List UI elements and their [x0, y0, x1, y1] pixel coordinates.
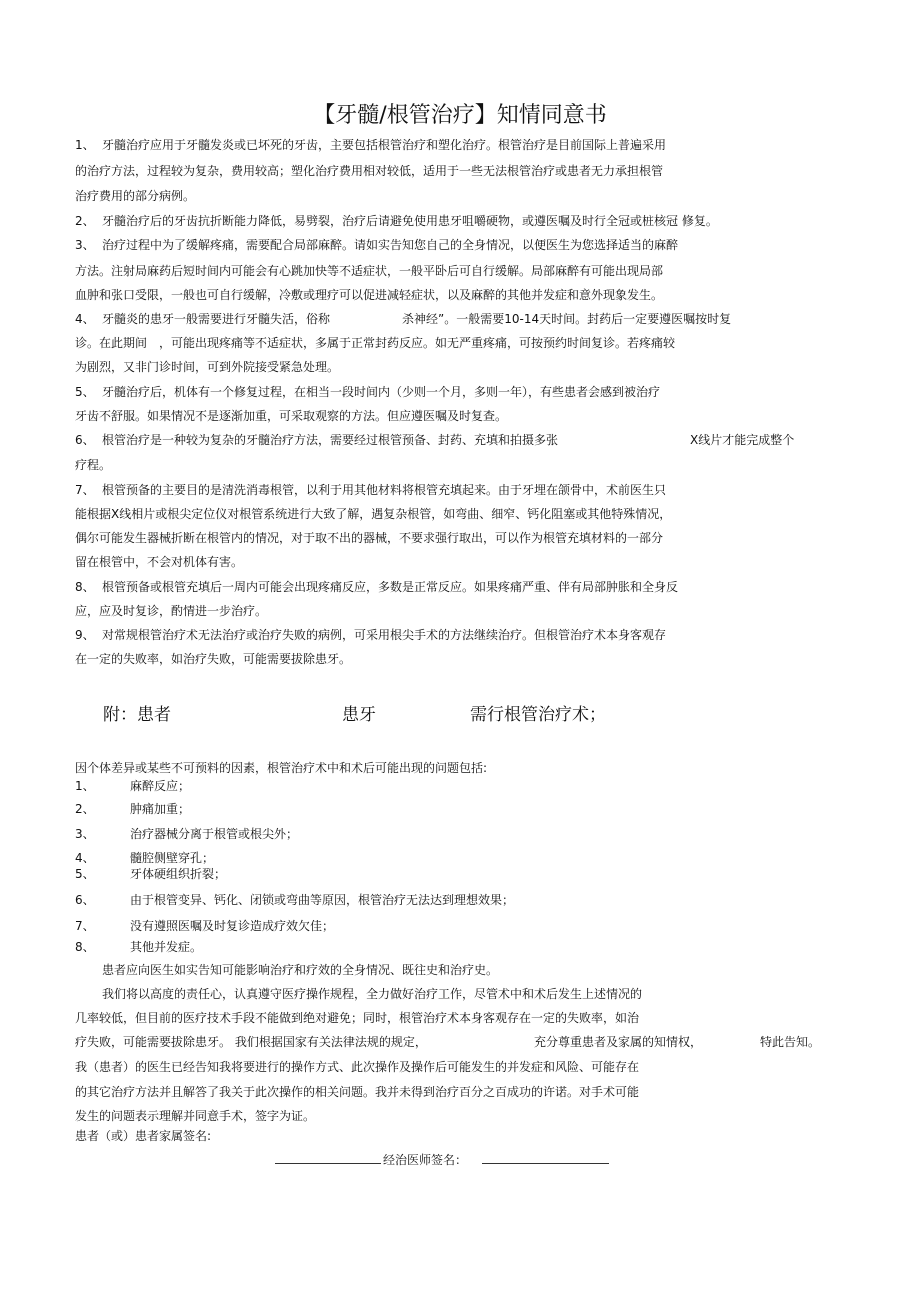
item-9-line-1: 对常规根管治疗术无法治疗或治疗失败的病例，可采用根尖手术的方法继续治疗。但根管治疗术本身客观存 — [102, 628, 667, 642]
item-5-line-1: 牙髓治疗后，机体有一个修复过程，在相当一段时间内（少则一个月，多则一年），有些患者会感到被治疗 — [102, 385, 661, 399]
item-8-number: 8、 — [75, 580, 95, 594]
item-7-line-3: 偶尔可能发生器械折断在根管内的情况，对于取不出的器械，不要求强行取出，可以作为根管充填材料的一部分 — [75, 531, 664, 545]
item-7-line-1: 根管预备的主要目的是清洗消毒根管，以利于用其他材料将根管充填起来。由于牙埋在颌骨中，术前医生只 — [102, 483, 667, 497]
item-6-line-1b: X线片才能完成整个 — [690, 433, 795, 447]
risk-7-text: 没有遵照医嘱及时复诊造成疗效欠佳； — [130, 919, 335, 933]
item-8-line-1: 根管预备或根管充填后一周内可能会出现疼痛反应，多数是正常反应。如果疼痛严重、伴有局部肿胀和全身反 — [102, 580, 679, 594]
patient-signature-label: 患者（或）患者家属签名: — [75, 1129, 212, 1143]
risk-6-number: 6、 — [75, 893, 95, 907]
item-6-line-1a: 根管治疗是一种较为复杂的牙髓治疗方法，需要经过根管预备、封药、充填和拍摄多张 — [102, 433, 559, 447]
closing-paragraph-3-line-3: 发生的问题表示理解并同意手术，签字为证。 — [75, 1109, 316, 1123]
doctor-signature-label: 经治医师签名： — [383, 1153, 468, 1167]
item-4-line-1a: 牙髓炎的患牙一般需要进行牙髓失活，俗称 — [102, 312, 331, 326]
appendix-tooth-label: 患牙 — [342, 705, 376, 725]
closing-paragraph-2-line-3c: 特此告知。 — [760, 1035, 821, 1049]
closing-paragraph-3-line-1: 我（患者）的医生已经告知我将要进行的操作方式、此次操作及操作后可能发生的并发症和风险、可能存在 — [75, 1060, 640, 1074]
item-7-line-4: 留在根管中，不会对机体有害。 — [75, 555, 244, 569]
risk-6-text: 由于根管变异、钙化、闭锁或弯曲等原因，根管治疗无法达到理想效果； — [130, 893, 515, 907]
item-3-line-1: 治疗过程中为了缓解疼痛，需要配合局部麻醉。请如实告知您自己的全身情况，以便医生为您选择适当的麻醉 — [102, 238, 679, 252]
risk-2-number: 2、 — [75, 802, 95, 816]
item-4-number: 4、 — [75, 312, 95, 326]
closing-paragraph-3-line-2: 的其它治疗方法并且解答了我关于此次操作的相关问题。我并未得到治疗百分之百成功的许诺。对手术可能 — [75, 1085, 640, 1099]
risk-5-text: 牙体硬组织折裂； — [130, 867, 227, 881]
appendix-patient-label: 附：患者 — [103, 705, 171, 725]
risk-8-number: 8、 — [75, 940, 95, 954]
risk-intro: 因个体差异或某些不可预料的因素，根管治疗术中和术后可能出现的问题包括: — [75, 761, 488, 775]
item-3-number: 3、 — [75, 238, 95, 252]
closing-paragraph-2-line-3a: 疗失败，可能需要拔除患牙。 我们根据国家有关法律法规的规定， — [75, 1035, 427, 1049]
item-6-line-2: 疗程。 — [75, 458, 112, 472]
item-4-line-2-rest: ，可能出现疼痛等不适症状，多属于正常封药反应。如无严重疼痛，可按预约时间复诊。若疼痛较 — [159, 336, 676, 350]
item-1-number: 1、 — [75, 138, 95, 152]
item-9-number: 9、 — [75, 628, 95, 642]
doctor-signature-line[interactable] — [482, 1163, 609, 1164]
item-9-line-2: 在一定的失败率，如治疗失败，可能需要拔除患牙。 — [75, 652, 352, 666]
item-3-line-3: 血肿和张口受限，一般也可自行缓解，冷敷或理疗可以促进减轻症状，以及麻醉的其他并发症和意外现象发生。 — [75, 288, 664, 302]
item-4-line-2-prefix: 诊。在此期间 — [75, 336, 148, 350]
risk-4-number: 4、 — [75, 851, 95, 865]
item-7-line-2: 能根据X线相片或根尖定位仪对根管系统进行大致了解，遇复杂根管，如弯曲、细窄、钙化阻塞或其他特殊情况， — [75, 507, 672, 521]
risk-7-number: 7、 — [75, 919, 95, 933]
risk-1-number: 1、 — [75, 779, 95, 793]
document-title: 【牙髓/根管治疗】知情同意书 — [313, 103, 607, 128]
patient-signature-line[interactable] — [275, 1163, 381, 1164]
item-7-number: 7、 — [75, 483, 95, 497]
item-4-line-1b: 杀神经”。一般需要10-14天时间。封药后一定要遵医嘱按时复 — [402, 312, 732, 326]
risk-2-text: 肿痛加重； — [130, 802, 191, 816]
item-4-line-3: 为剧烈，又非门诊时间，可到外院接受紧急处理。 — [75, 360, 340, 374]
item-5-number: 5、 — [75, 385, 95, 399]
risk-3-text: 治疗器械分离于根管或根尖外； — [130, 827, 299, 841]
item-6-number: 6、 — [75, 433, 95, 447]
item-2-line-1: 牙髓治疗后的牙齿抗折断能力降低，易劈裂，治疗后请避免使用患牙咀嚼硬物，或遵医嘱及时行全冠或桩核冠 修复。 — [102, 214, 718, 228]
appendix-procedure-label: 需行根管治疗术； — [470, 705, 606, 725]
item-2-number: 2、 — [75, 214, 95, 228]
item-1-line-2: 的治疗方法，过程较为复杂，费用较高；塑化治疗费用相对较低，适用于一些无法根管治疗或患者无力承担根管 — [75, 164, 664, 178]
closing-paragraph-2-line-1: 我们将以高度的责任心，认真遵守医疗操作规程，全力做好治疗工作，尽管术中和术后发生上述情况的 — [102, 987, 643, 1001]
item-3-line-2: 方法。注射局麻药后短时间内可能会有心跳加快等不适症状，一般平卧后可自行缓解。局部麻醉有可能出现局部 — [75, 264, 664, 278]
closing-paragraph-2-line-3b: 充分尊重患者及家属的知情权， — [534, 1035, 703, 1049]
risk-4-text: 髓腔侧壁穿孔； — [130, 851, 215, 865]
risk-3-number: 3、 — [75, 827, 95, 841]
item-1-line-1: 牙髓治疗应用于牙髓发炎或已坏死的牙齿，主要包括根管治疗和塑化治疗。根管治疗是目前国际上普遍采用 — [102, 138, 667, 152]
closing-paragraph-2-line-2: 几率较低，但目前的医疗技术手段不能做到绝对避免；同时，根管治疗术本身客观存在一定的失败率，如治 — [75, 1011, 640, 1025]
item-1-line-3: 治疗费用的部分病例。 — [75, 189, 196, 203]
closing-paragraph-1: 患者应向医生如实告知可能影响治疗和疗效的全身情况、既往史和治疗史。 — [102, 963, 499, 977]
item-5-line-2: 牙齿不舒服。如果情况不是逐渐加重，可采取观察的方法。但应遵医嘱及时复查。 — [75, 409, 508, 423]
risk-1-text: 麻醉反应； — [130, 779, 191, 793]
risk-5-number: 5、 — [75, 867, 95, 881]
risk-8-text: 其他并发症。 — [130, 940, 203, 954]
item-8-line-2: 应，应及时复诊，酌情进一步治疗。 — [75, 604, 268, 618]
